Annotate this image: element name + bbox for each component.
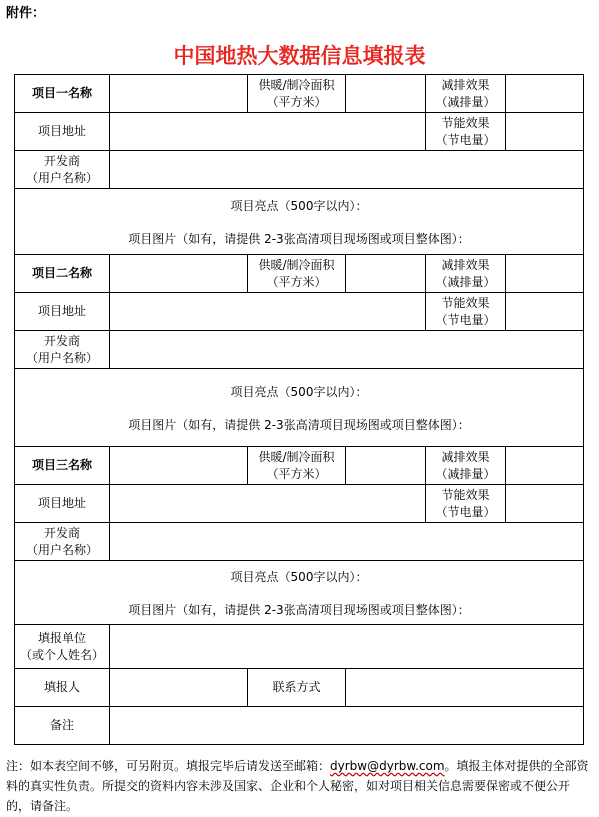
project-2-name-row — [15, 255, 584, 293]
project-1-name-label: 项目一名称 — [15, 75, 110, 113]
project-2-developer-field[interactable] — [110, 331, 584, 369]
project-2-emission-field[interactable] — [506, 255, 584, 293]
project-2-energy-label: 节能效果 （节电量） — [426, 293, 506, 331]
project-3-area-label: 供暖/制冷面积 （平方米） — [248, 447, 346, 485]
project-1-address-field[interactable] — [110, 113, 426, 151]
project-1-pictures-label: 项目图片（如有，请提供 2-3张高清项目现场图或项目整体图）： — [128, 232, 470, 246]
project-1-name-row — [15, 75, 584, 113]
project-1-emission-label: 减排效果 （减排量） — [426, 75, 506, 113]
project-2-highlight-field[interactable] — [15, 369, 584, 447]
footnote-intro: 注：如本表空间不够，可另附页。填报完毕后请发送至邮箱： — [6, 759, 331, 773]
project-1-energy-field[interactable] — [506, 113, 584, 151]
project-1-developer-row — [15, 151, 584, 189]
project-2-developer-row — [15, 331, 584, 369]
project-1-address-row — [15, 113, 584, 151]
project-2-pictures-label: 项目图片（如有，请提供 2-3张高清项目现场图或项目整体图）： — [128, 418, 470, 432]
report-form-table — [14, 74, 584, 745]
project-1-developer-label: 开发商 （用户名称） — [15, 151, 110, 189]
project-3-developer-field[interactable] — [110, 523, 584, 561]
project-2-highlight-label: 项目亮点（500字以内）： — [230, 385, 368, 399]
project-1-address-label: 项目地址 — [15, 113, 110, 151]
project-1-highlight-row — [15, 189, 584, 255]
contact-field[interactable] — [346, 669, 584, 707]
project-3-name-field[interactable] — [110, 447, 248, 485]
project-1-emission-field[interactable] — [506, 75, 584, 113]
project-2-address-row — [15, 293, 584, 331]
project-2-address-field[interactable] — [110, 293, 426, 331]
filler-field[interactable] — [110, 625, 584, 669]
project-3-address-field[interactable] — [110, 485, 426, 523]
project-2-name-field[interactable] — [110, 255, 248, 293]
remarks-label: 备注 — [15, 707, 110, 745]
filler-label: 填报单位 （或个人姓名） — [15, 625, 110, 669]
project-2-name-label: 项目二名称 — [15, 255, 110, 293]
filler-row — [15, 625, 584, 669]
project-2-address-label: 项目地址 — [15, 293, 110, 331]
remarks-field[interactable] — [110, 707, 584, 745]
project-2-developer-label: 开发商 （用户名称） — [15, 331, 110, 369]
project-3-pictures-label: 项目图片（如有，请提供 2-3张高清项目现场图或项目整体图）： — [128, 603, 470, 617]
project-3-address-row — [15, 485, 584, 523]
project-3-area-field[interactable] — [346, 447, 426, 485]
project-3-energy-field[interactable] — [506, 485, 584, 523]
project-1-highlight-field[interactable] — [15, 189, 584, 255]
contact-label: 联系方式 — [248, 669, 346, 707]
project-2-area-field[interactable] — [346, 255, 426, 293]
project-3-name-label: 项目三名称 — [15, 447, 110, 485]
project-3-emission-field[interactable] — [506, 447, 584, 485]
reporter-row — [15, 669, 584, 707]
footnote — [6, 756, 592, 816]
reporter-field[interactable] — [110, 669, 248, 707]
form-title: 中国地热大数据信息填报表 — [173, 43, 426, 68]
project-3-energy-label: 节能效果 （节电量） — [426, 485, 506, 523]
project-1-energy-label: 节能效果 （节电量） — [426, 113, 506, 151]
project-3-developer-row — [15, 523, 584, 561]
project-1-area-label: 供暖/制冷面积 （平方米） — [248, 75, 346, 113]
project-1-developer-field[interactable] — [110, 151, 584, 189]
attachment-label: 附件： — [6, 6, 46, 21]
project-1-highlight-label: 项目亮点（500字以内）： — [230, 199, 368, 213]
project-3-highlight-row — [15, 561, 584, 625]
project-3-highlight-field[interactable] — [15, 561, 584, 625]
project-3-name-row — [15, 447, 584, 485]
project-3-developer-label: 开发商 （用户名称） — [15, 523, 110, 561]
remarks-row — [15, 707, 584, 745]
project-2-energy-field[interactable] — [506, 293, 584, 331]
footnote-rest: 。填报主体对提供的全部资料的真实性负责。所提交的资料内容未涉及国家、企业和个人秘密，如对项目相关信息需要保密或不便公开的，请备注。 — [6, 759, 589, 813]
project-1-area-field[interactable] — [346, 75, 426, 113]
project-1-name-field[interactable] — [110, 75, 248, 113]
project-3-emission-label: 减排效果 （减排量） — [426, 447, 506, 485]
project-3-address-label: 项目地址 — [15, 485, 110, 523]
project-2-emission-label: 减排效果 （减排量） — [426, 255, 506, 293]
project-2-highlight-row — [15, 369, 584, 447]
project-2-area-label: 供暖/制冷面积 （平方米） — [248, 255, 346, 293]
email-link[interactable]: dyrbw@dyrbw.com — [330, 759, 445, 773]
project-3-highlight-label: 项目亮点（500字以内）： — [230, 570, 368, 584]
reporter-label: 填报人 — [15, 669, 110, 707]
